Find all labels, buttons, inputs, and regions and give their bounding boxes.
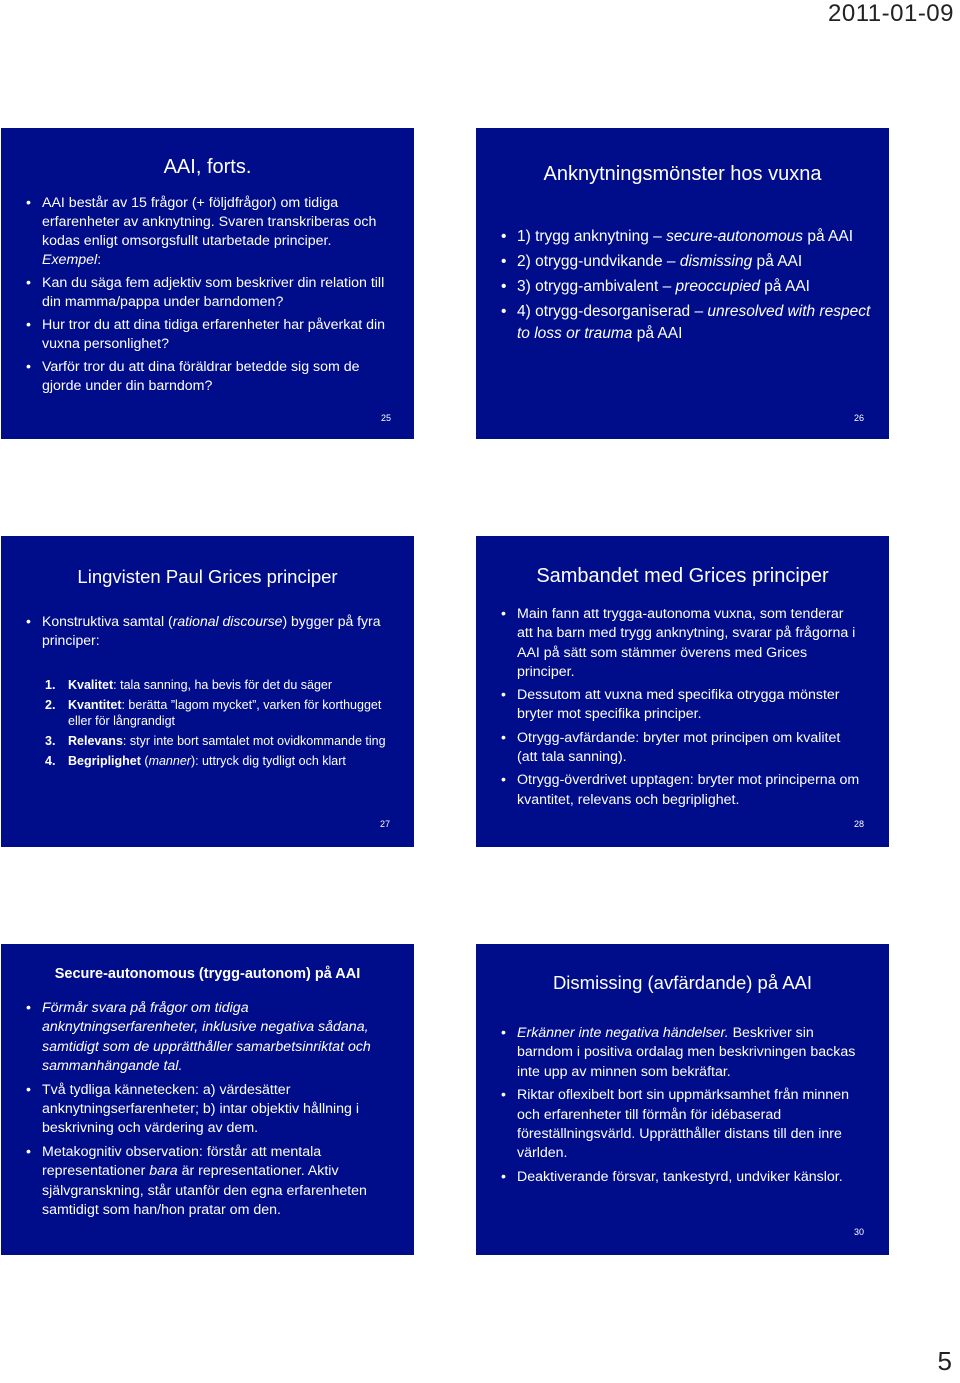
text-run: på AAI [752, 253, 803, 270]
text-run: Dessutom att vuxna med specifika otrygga mönster bryter mot specifika principer. [517, 687, 840, 723]
slide-title: Lingvisten Paul Grices principer [77, 566, 338, 587]
text-run: manner [148, 754, 191, 768]
text-run: 4) otrygg-desorganiserad – [517, 303, 708, 320]
bullet-list [517, 1024, 867, 1191]
slide-title: Anknytningsmönster hos vuxna [543, 163, 822, 185]
bullet-item [517, 1168, 867, 1187]
text-run: secure-autonomous [666, 228, 804, 245]
text-run: Main fann att trygga-autonoma vuxna, som tenderar att ha barn med trygg anknytning, svarar på frågorna i AAI på sätt som stämmer överens med Grices principer. [517, 606, 856, 680]
text-run: Kvalitet [68, 678, 114, 692]
text-run: 3) otrygg-ambivalent – [517, 278, 676, 295]
bullet-item [42, 194, 392, 270]
text-run: Riktar oflexibelt bort sin uppmärksamhet från minnen och erfarenheter till förmån för idébaserad föreställningsvärld. Upprätthåller distans till den inre världen. [517, 1087, 849, 1162]
bullet-list [42, 194, 392, 400]
bullet-item [517, 276, 872, 298]
text-run: Två tydliga kännetecken: a) värdesätter anknytningserfarenheter; b) intar objektiv hållning i beskrivning och värdering av dem. [42, 1081, 360, 1137]
principle-item [45, 733, 388, 749]
text-run: ( [140, 754, 149, 768]
slide-26 [476, 128, 889, 439]
slide-27 [1, 536, 414, 847]
text-run: Begriplighet [68, 754, 141, 768]
text-run: ) bygger på fyra principer: [42, 613, 381, 648]
text-run: Relevans [68, 734, 123, 748]
principle-item [45, 697, 388, 729]
text-run: rational discourse [172, 613, 283, 629]
item-number: 2. [45, 698, 56, 712]
bullet-item [42, 358, 392, 396]
slide-title: Sambandet med Grices principer [536, 565, 829, 587]
text-run: dismissing [679, 253, 753, 270]
text-run: Exempel [42, 252, 98, 268]
text-run: ): uttryck dig tydligt och klart [190, 754, 346, 768]
text-run: Varför tror du att dina föräldrar betedde sig som de gjorde under din barndom? [42, 359, 360, 394]
text-run: : berätta ”lagom mycket”, varken för korthugget eller för långrandigt [68, 698, 382, 728]
text-run: är representationer. Aktiv självgranskning, står utanför den egna erfarenheten samtidigt som han/hon pratar om den. [42, 1163, 367, 1219]
slide-title: Dismissing (avfärdande) på AAI [552, 972, 813, 993]
text-run: Otrygg-överdrivet upptagen: bryter mot principerna om kvantitet, relevans och begriplighet. [517, 772, 860, 808]
bullet-item [42, 316, 392, 354]
bullet-item [517, 301, 872, 345]
bullet-item [42, 274, 392, 312]
text-run: preoccupied [675, 278, 760, 295]
bullet-item [517, 605, 862, 682]
text-run: Hur tror du att dina tidiga erfarenheter har påverkat din vuxna personlighet? [42, 317, 386, 352]
slide-title: AAI, forts. [163, 156, 252, 178]
bullet-item [42, 999, 392, 1077]
bullet-list [517, 605, 862, 814]
text-run: på AAI [803, 228, 854, 245]
text-run: Kvantitet [68, 698, 122, 712]
bullet-item [517, 226, 872, 248]
text-run: : [97, 252, 102, 268]
text-run: Metakognitiv observation: förstår att mentala representationer [42, 1143, 322, 1180]
slide-number: 27 [380, 819, 391, 829]
item-number: 1. [45, 678, 56, 692]
bullet-item [517, 686, 862, 725]
text-run: : tala sanning, ha bevis för det du säger [113, 678, 333, 692]
principle-item [45, 677, 388, 693]
bullet-item [42, 612, 392, 650]
slide-number: 30 [854, 1227, 865, 1237]
slide-number: 26 [854, 413, 865, 423]
text-run: Otrygg-avfärdande: bryter mot principen om kvalitet (att tala sanning). [517, 729, 841, 766]
text-run: AAI består av 15 frågor (+ följdfrågor) om tidiga erfarenheter av anknytning. Svaren transkriberas och kodas enligt omsorgsfullt utarbetade principer. [42, 195, 377, 249]
bullet-item [517, 771, 862, 810]
text-run: på AAI [759, 278, 810, 295]
bullet-item [517, 251, 872, 273]
text-run: Konstruktiva samtal ( [42, 613, 173, 629]
text-run: bara [149, 1163, 178, 1180]
text-run: på AAI [632, 325, 683, 342]
item-number: 4. [45, 754, 56, 768]
text-run: 1) trygg anknytning – [517, 228, 667, 245]
bullet-list [42, 999, 392, 1224]
page-date: 2011-01-09 [828, 0, 954, 27]
text-run: Kan du säga fem adjektiv som beskriver din relation till din mamma/pappa under barndomen? [42, 275, 385, 310]
text-run: : styr inte bort samtalet mot ovidkommande ting [122, 734, 386, 748]
bullet-item [517, 1024, 867, 1082]
slide-25 [1, 128, 414, 439]
text-run: Beskriver sin barndom i positiva ordalag men beskrivningen backas inte upp av minnen som bekräftar. [517, 1025, 856, 1080]
bullet-item [42, 1143, 392, 1221]
text-run: Förmår svara på frågor om tidiga anknytningserfarenheter, inklusive negativa sådana, samtidigt som de upprätthåller samarbetsinriktat och sammanhängande tal. [42, 1000, 371, 1075]
slide-28 [476, 536, 889, 847]
text-run: unresolved with respect to loss or trauma [517, 303, 871, 342]
bullet-item [517, 729, 862, 768]
slide-title: Secure-autonomous (trygg-autonom) på AAI [54, 966, 361, 982]
text-run: 2) otrygg-undvikande – [517, 253, 680, 270]
slide-29 [1, 944, 414, 1255]
principle-item [45, 753, 388, 769]
bullet-item [517, 1086, 867, 1164]
bullet-list [517, 226, 872, 348]
slide-30 [476, 944, 889, 1255]
text-run: Erkänner inte negativa händelser. [517, 1025, 729, 1041]
slide-number: 25 [381, 413, 392, 423]
principle-list [45, 677, 388, 773]
bullet-list [42, 612, 392, 654]
text-run: Deaktiverande försvar, tankestyrd, undviker känslor. [517, 1168, 843, 1185]
slide-number: 28 [854, 819, 865, 829]
item-number: 3. [45, 734, 56, 748]
bullet-item [42, 1081, 392, 1139]
page-number: 5 [937, 1346, 952, 1376]
